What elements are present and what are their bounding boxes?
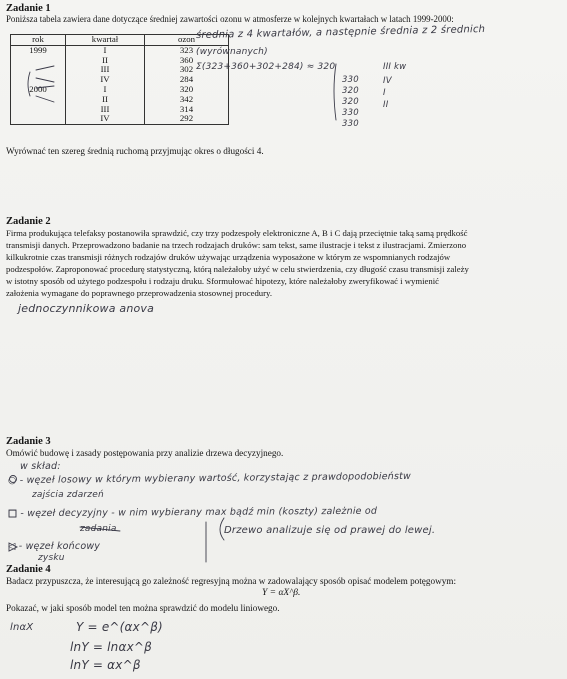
handwritten-value: 330 — [342, 108, 359, 118]
task-3-title: Zadanie 3 — [6, 436, 51, 447]
task-2-line: kilkukrotnie czas transmisji różnych rodzajów druków używając urządzenia wyposażone w którym ze wspomnianych rodzajów — [6, 252, 451, 262]
table-header-quarter: kwartał — [66, 35, 145, 46]
handwritten-formula: lnY = αx^β — [70, 658, 141, 672]
quarter-cell: I — [66, 85, 145, 95]
handwritten-note-task3: zajścia zdarzeń — [32, 490, 104, 500]
handwritten-note-task1-line1: średnia z 4 kwartałów, a następnie średnia z 2 średnich — [195, 23, 486, 42]
handwritten-formula: lnY = lnαx^β — [70, 640, 153, 654]
task-2-line: Firma produkująca telefaksy postanowiła sprawdzić, czy trzy podzespoły elektroniczne A, B i C dają przeciętnie taką samą prędkość — [6, 228, 468, 238]
task-1-title: Zadanie 1 — [6, 3, 51, 14]
handwritten-note-task3: Drzewo analizuje się od prawej do lewej. — [224, 525, 436, 536]
handwritten-note-task3: zadania — [80, 524, 117, 534]
year-cell — [11, 105, 66, 115]
table-row — [11, 114, 229, 124]
task-2-line: w istotny sposób od użytego podzespołu i rodzaju druku. Sformułować hipotezy, które należałoby zweryfikować i wymienić — [6, 276, 439, 286]
handwritten-label: IV — [383, 76, 392, 86]
quarter-cell: III — [66, 65, 145, 75]
task-2-line: podzespołów. Zaproponować procedurę statystyczną, którą należałoby użyć w celu stwierdzenia, czy długość czasu transmisji zależy — [6, 264, 469, 274]
handwritten-note-task3: zysku — [38, 553, 65, 563]
year-cell — [11, 65, 66, 75]
handwritten-note-task1-line2: (wyrównanych) — [196, 47, 268, 57]
ozone-cell: 360 — [145, 56, 229, 66]
year-cell — [11, 95, 66, 105]
year-cell: 2000 — [11, 85, 66, 95]
handwritten-note-task3: w skład: — [20, 461, 61, 472]
quarter-cell: II — [66, 56, 145, 66]
task-3-instruction: Omówić budowę i zasady postępowania przy analizie drzewa decyzyjnego. — [6, 448, 284, 458]
handwritten-label: I — [383, 88, 386, 98]
year-cell — [11, 56, 66, 66]
quarter-cell: III — [66, 105, 145, 115]
ozone-cell: 284 — [145, 75, 229, 85]
handwritten-value: 320 — [342, 86, 359, 96]
ozone-cell: 314 — [145, 105, 229, 115]
handwritten-value: 330 — [342, 75, 359, 85]
handwritten-formula: Y = e^(αx^β) — [76, 620, 163, 634]
quarter-cell: IV — [66, 75, 145, 85]
handwritten-note-task1-line3: Σ(323+360+302+284) ≈ 320 — [196, 62, 336, 72]
table-row — [11, 85, 229, 95]
ozone-cell: 323 — [145, 45, 229, 55]
handwritten-note-task3: ○ - węzeł losowy w którym wybierany wartość, korzystając z prawdopodobieństw — [7, 470, 412, 487]
task-2-line: transmisji danych. Przeprowadzono badanie na trzech rodzajach druków: sam tekst, same ilustracje i tekst z ilustracjami. Zmierzono — [6, 240, 467, 250]
task-2-line: założenia wymagane do poprawnego przeprowadzenia stosownej procedury. — [6, 288, 272, 298]
quarter-cell: II — [66, 95, 145, 105]
task-4-line1: Badacz przypuszcza, że interesującą go zależność regresyjną można w zadowalający sposób opisać modelem potęgowym: — [6, 576, 456, 586]
task-1-instruction: Wyrównać ten szereg średnią ruchomą przyjmując okres o długości 4. — [6, 146, 264, 156]
task-2-title: Zadanie 2 — [6, 216, 51, 227]
handwritten-note-task3: □ - węzeł decyzyjny - w nim wybierany max bądź min (koszty) zależnie od — [7, 505, 378, 520]
handwritten-label: II — [383, 100, 389, 110]
task-4-line2: Pokazać, w jaki sposób model ten można sprawdzić do modelu liniowego. — [6, 603, 280, 613]
handwritten-value: 320 — [342, 97, 359, 107]
ozone-cell: 320 — [145, 85, 229, 95]
year-cell — [11, 114, 66, 124]
table-row — [11, 95, 229, 105]
task-1-intro: Poniższa tabela zawiera dane dotyczące średniej zawartości ozonu w atmosferze w kolejnych kwartałach w latach 1999-2000: — [6, 14, 454, 24]
handwritten-label: III kw — [383, 62, 407, 72]
table-header-year: rok — [11, 35, 66, 46]
power-model-formula: Y = αX^β. — [262, 588, 301, 598]
handwritten-label-task4: lnαX — [10, 622, 34, 633]
quarter-cell: I — [66, 45, 145, 55]
ozone-cell: 342 — [145, 95, 229, 105]
table-row — [11, 105, 229, 115]
handwritten-value: 330 — [342, 119, 359, 129]
handwritten-answer-task2: jednoczynnikowa anova — [18, 302, 155, 315]
table-header-ozone: ozon — [145, 35, 229, 46]
quarter-cell: IV — [66, 114, 145, 124]
ozone-cell: 292 — [145, 114, 229, 124]
ozone-cell: 302 — [145, 65, 229, 75]
year-cell: 1999 — [11, 45, 66, 55]
handwritten-note-task3: ◁ - węzeł końcowy — [8, 541, 101, 552]
task-4-title: Zadanie 4 — [6, 564, 51, 575]
